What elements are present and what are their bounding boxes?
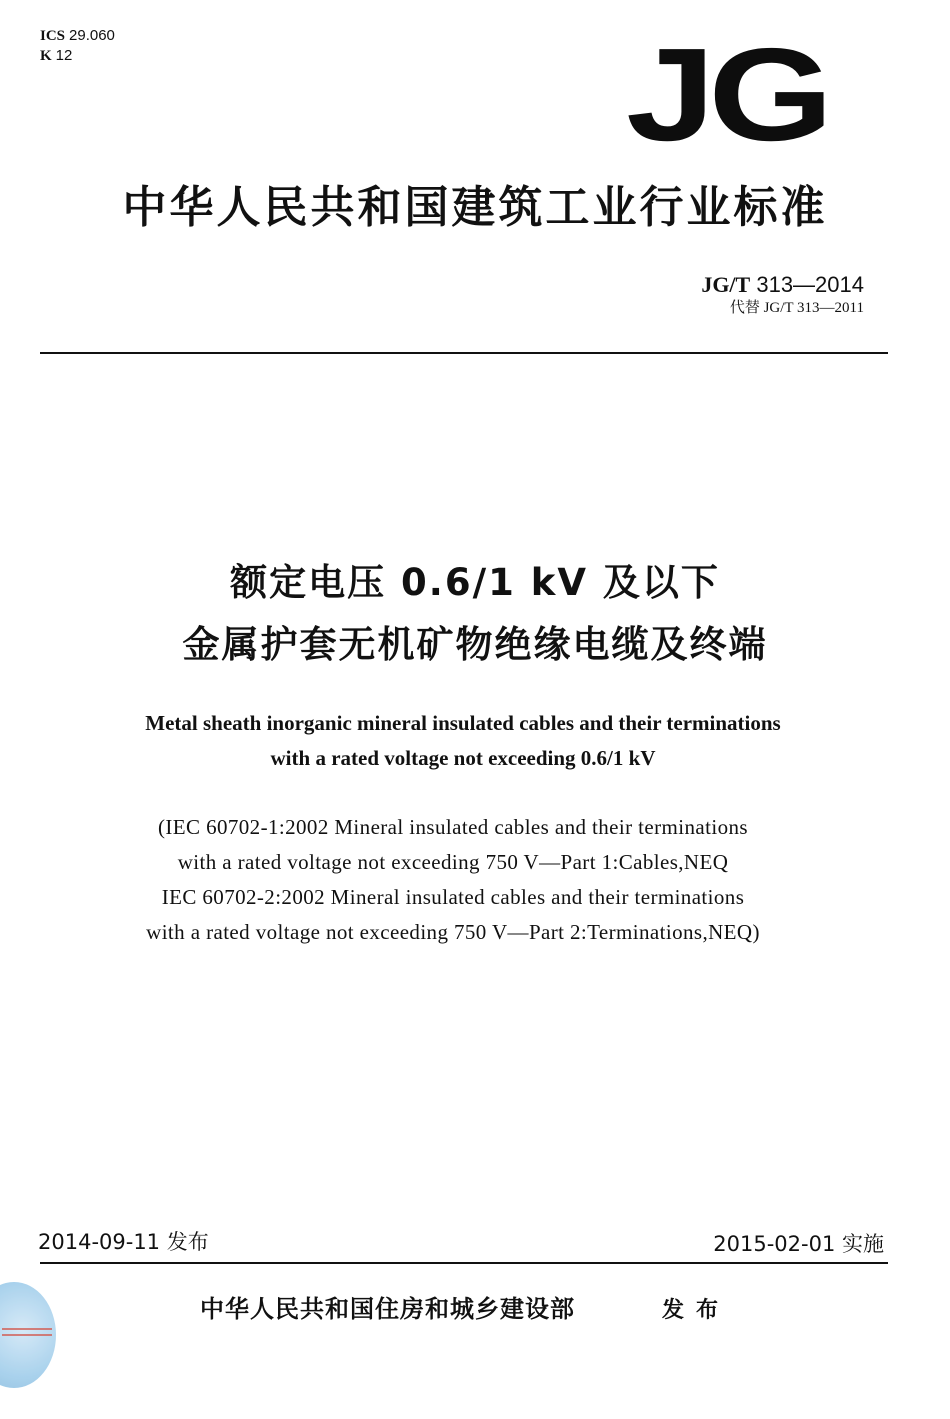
english-title-line-1: Metal sheath inorganic mineral insulated cables and their terminations <box>145 711 781 735</box>
header-divider <box>40 352 888 354</box>
standard-number-value: 313—2014 <box>756 272 864 297</box>
english-title <box>0 706 926 776</box>
classification-codes <box>40 26 115 66</box>
watermark-seal-icon <box>0 1282 56 1388</box>
ics-label: ICS <box>40 28 66 44</box>
seal-stripe-1 <box>2 1328 52 1330</box>
publisher-name: 中华人民共和国住房和城乡建设部 <box>200 1295 575 1323</box>
effective-date: 2015-02-01 实施 <box>713 1232 884 1256</box>
iec-line-4: with a rated voltage not exceeding 750 V—Part 2:Terminations,NEQ) <box>146 920 760 944</box>
ics-code-line <box>40 26 115 46</box>
ics-code: 29.060 <box>69 27 115 44</box>
standard-number <box>701 272 864 298</box>
chinese-title <box>0 552 950 676</box>
class-label: K <box>40 48 52 64</box>
iec-line-2: with a rated voltage not exceeding 750 V—Part 1:Cables,NEQ <box>177 850 729 874</box>
class-code-line <box>40 46 115 66</box>
standard-number-block <box>701 272 864 318</box>
standard-number-prefix: JG/T <box>701 272 751 297</box>
iec-line-1: (IEC 60702-1:2002 Mineral insulated cables and their terminations <box>158 815 748 839</box>
replaces-note: 代替 JG/T 313—2011 <box>729 300 864 316</box>
standard-category-title: 中华人民共和国建筑工业行业标准 <box>122 182 828 233</box>
chinese-title-line-1: 额定电压 0.6/1 kV 及以下 <box>230 561 720 604</box>
issue-date: 2014-09-11 发布 <box>38 1230 209 1254</box>
seal-stripe-2 <box>2 1334 52 1336</box>
jg-logo: JG <box>626 21 827 168</box>
chinese-title-line-2: 金属护套无机矿物绝缘电缆及终端 <box>182 623 768 666</box>
iec-reference <box>0 810 906 950</box>
class-code: 12 <box>55 47 73 64</box>
english-title-line-2: with a rated voltage not exceeding 0.6/1 kV <box>270 746 656 770</box>
publish-word: 发布 <box>662 1298 731 1323</box>
iec-line-3: IEC 60702-2:2002 Mineral insulated cables and their terminations <box>161 885 745 909</box>
footer-divider <box>40 1262 888 1264</box>
